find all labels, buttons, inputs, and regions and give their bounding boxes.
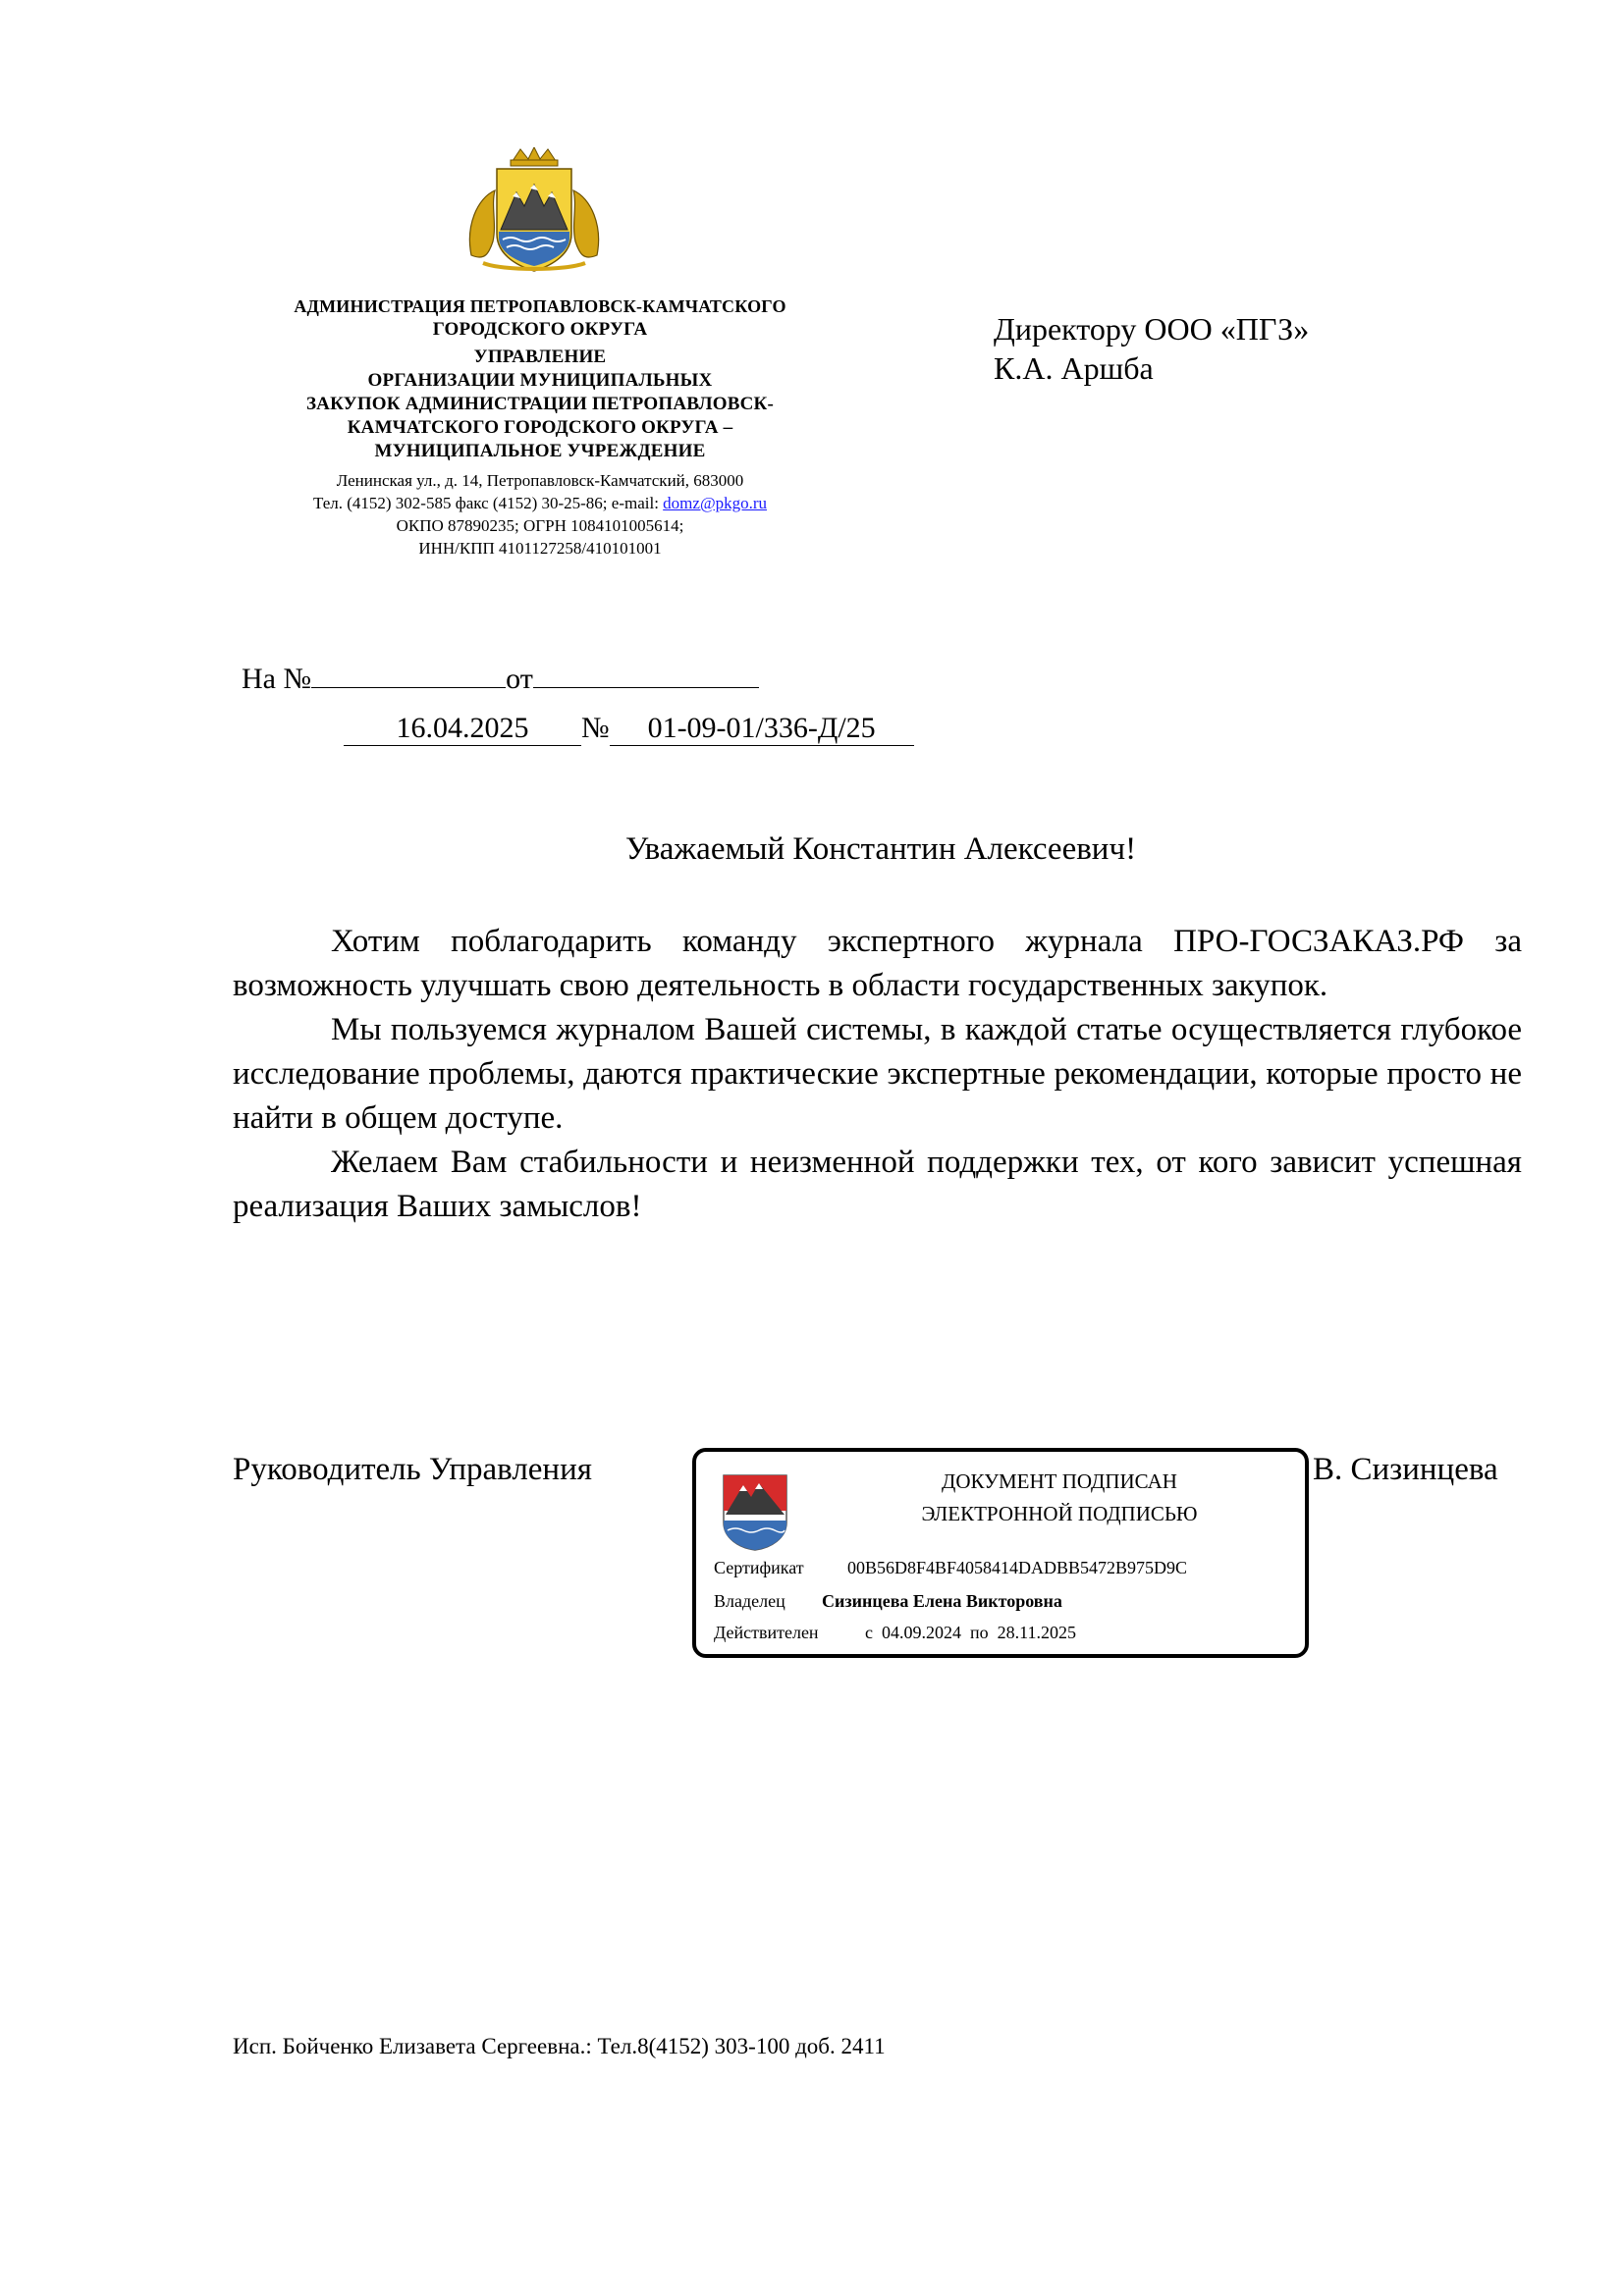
body-paragraph: Хотим поблагодарить команду экспертного журнала ПРО-ГОСЗАКАЗ.РФ за возможность улучшать свою деятельность в области государственных закупок. (233, 924, 1522, 1003)
document-number: 01-09-01/336-Д/25 (610, 712, 914, 746)
signatory-name: В. Сизинцева (1313, 1452, 1498, 1487)
stamp-header-line: ЭЛЕКТРОННОЙ ПОДПИСЬЮ (921, 1502, 1198, 1525)
valid-to-label: по (970, 1623, 989, 1642)
incoming-number-blank (311, 658, 506, 688)
org-name-line: ЗАКУПОК АДМИНИСТРАЦИИ ПЕТРОПАВЛОВСК- (305, 394, 775, 414)
valid-from-label: с (865, 1623, 873, 1642)
incoming-reference (242, 658, 759, 696)
owner-label: Владелец (714, 1591, 785, 1611)
org-address: Ленинская ул., д. 14, Петропавловск-Камчатский, 683000 (336, 471, 744, 490)
salutation: Уважаемый Константин Алексеевич! (624, 831, 1137, 867)
stamp-header (843, 1466, 1275, 1530)
validity-label: Действителен (714, 1623, 819, 1642)
body-paragraph: Желаем Вам стабильности и неизменной поддержки тех, от кого зависит успешная реализация Ваших замыслов! (233, 1145, 1522, 1224)
org-okpo: ОКПО 87890235; ОГРН 1084101005614; (396, 516, 684, 535)
kamchatka-emblem-icon (720, 1471, 790, 1552)
org-contact-details (245, 469, 835, 560)
org-name-line: АДМИНИСТРАЦИЯ ПЕТРОПАВЛОВСК-КАМЧАТСКОГО (294, 296, 786, 316)
incoming-number-label: На № (242, 663, 312, 695)
organization-letterhead (245, 294, 835, 560)
org-name-line: КАМЧАТСКОГО ГОРОДСКОГО ОКРУГА – (347, 417, 733, 438)
document-date: 16.04.2025 (344, 712, 581, 746)
owner-value: Сизинцева Елена Викторовна (822, 1591, 1062, 1611)
org-inn: ИНН/КПП 4101127258/410101001 (418, 539, 662, 558)
org-name-line: ОРГАНИЗАЦИИ МУНИЦИПАЛЬНЫХ (367, 370, 713, 391)
certificate-row (714, 1558, 1187, 1578)
signatory-title: Руководитель Управления (233, 1452, 592, 1487)
outgoing-reference (344, 712, 914, 746)
org-name-line: МУНИЦИПАЛЬНОЕ УЧРЕЖДЕНИЕ (374, 441, 706, 461)
certificate-value: 00B56D8F4BF4058414DADBB5472B975D9C (847, 1558, 1188, 1577)
addressee-block (994, 309, 1309, 388)
incoming-date-blank (533, 658, 759, 688)
incoming-date-label: от (506, 663, 533, 695)
org-email-link[interactable]: domz@pkgo.ru (663, 494, 768, 512)
executor-contact: Исп. Бойченко Елизавета Сергеевна.: Тел.8(4152) 303-100 доб. 2411 (233, 2034, 886, 2058)
stamp-header-line: ДОКУМЕНТ ПОДПИСАН (942, 1469, 1177, 1493)
certificate-label: Сертификат (714, 1558, 804, 1577)
addressee-position: Директору ООО «ПГЗ» (994, 311, 1310, 347)
owner-row (714, 1591, 1062, 1612)
document-number-label: № (581, 712, 610, 744)
org-phone-line (245, 492, 835, 514)
valid-from-date: 04.09.2024 (882, 1623, 961, 1642)
org-name-line: УПРАВЛЕНИЕ (473, 347, 607, 367)
validity-row (714, 1623, 1076, 1643)
letter-body (233, 920, 1522, 1229)
org-name-line: ГОРОДСКОГО ОКРУГА (432, 319, 648, 340)
valid-to-date: 28.11.2025 (997, 1623, 1076, 1642)
city-coat-of-arms-icon (463, 147, 605, 277)
body-paragraph: Мы пользуемся журналом Вашей системы, в каждой статье осуществляется глубокое исследование проблемы, даются практические экспертные рекомендации, которые просто не найти в общем доступе. (233, 1012, 1522, 1136)
org-phone: Тел. (4152) 302-585 факс (4152) 30-25-86; e-mail: (312, 494, 664, 512)
addressee-name: К.А. Аршба (994, 350, 1154, 386)
electronic-signature-stamp (692, 1448, 1309, 1658)
